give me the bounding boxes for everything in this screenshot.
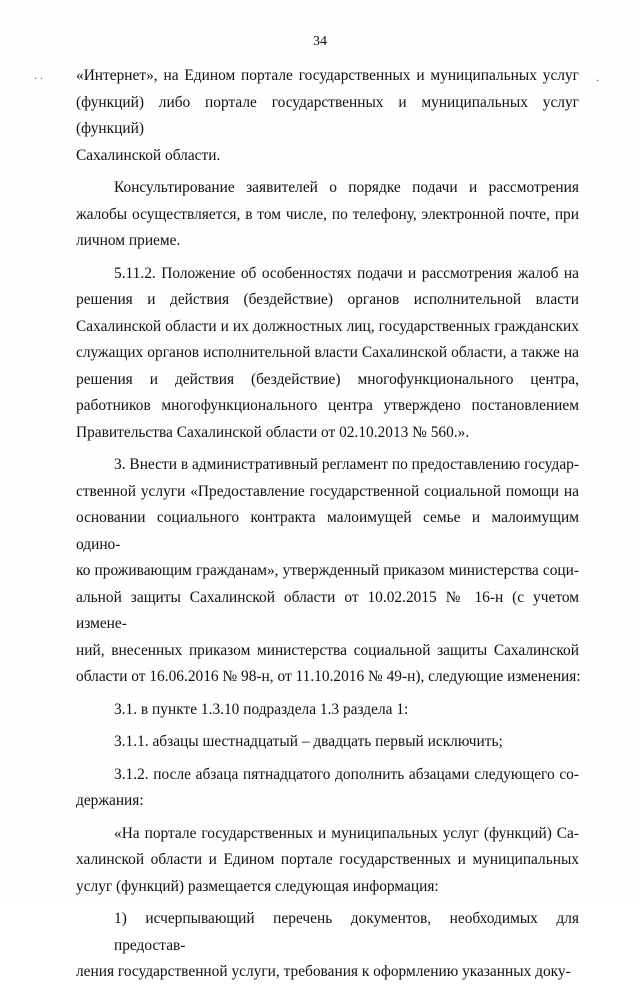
paragraph <box>76 452 579 691</box>
text-line: Сахалинской области. <box>76 146 221 164</box>
text-line: решения и действия (бездействие) органов исполнительной власти <box>76 291 579 308</box>
text-line: области от 16.06.2016 № 98-н, от 11.10.2016 № 49-н), следующие изменения: <box>76 668 581 685</box>
text-line: услуг (функций) размещается следующая информация: <box>76 877 439 895</box>
text-line: «На портале государственных и муниципальных услуг (функций) Са- <box>114 824 579 842</box>
scan-speck: . . <box>34 68 43 82</box>
document-body <box>76 63 579 986</box>
text-line: 3. Внести в административный регламент по предоставлению государ- <box>114 456 579 473</box>
text-line: 3.1.2. после абзаца пятнадцатого дополнить абзацами следующего со- <box>114 765 579 783</box>
paragraph <box>76 697 579 724</box>
text-line: работников многофункционального центра утверждено постановлением <box>76 397 579 414</box>
text-line: 5.11.2. Положение об особенностях подачи и рассмотрения жалоб на <box>114 264 579 282</box>
paragraph <box>76 175 579 255</box>
text-line: ний, внесенных приказом министерства социальной защиты Сахалинской <box>76 641 579 659</box>
text-line: Сахалинской области и их должностных лиц, государственных гражданских <box>76 317 579 335</box>
text-line: альной защиты Сахалинской области от 10.02.2015 № 16-н (с учетом измене- <box>76 588 579 632</box>
text-line: 1) исчерпывающий перечень документов, необходимых для предостав- <box>114 910 579 954</box>
text-line: Консультирование заявителей о порядке подачи и рассмотрения <box>114 179 579 196</box>
paragraph <box>76 261 579 447</box>
text-line: Правительства Сахалинской области от 02.10.2013 № 560.». <box>76 423 470 441</box>
paragraph <box>76 63 579 169</box>
paragraph <box>76 762 579 815</box>
text-line: 3.1. в пункте 1.3.10 подраздела 1.3 раздела 1: <box>114 700 409 718</box>
text-line: халинской области и Едином портале государственных и муниципальных <box>76 851 579 868</box>
text-line: 3.1.1. абзацы шестнадцатый – двадцать первый исключить; <box>114 733 503 750</box>
paragraph <box>76 906 579 986</box>
page-number: 34 <box>313 34 327 49</box>
text-line: жалобы осуществляется, в том числе, по телефону, электронной почте, при <box>76 205 579 223</box>
text-line: основании социального контракта малоимущей семье и малоимущим одино- <box>76 509 579 553</box>
text-line: служащих органов исполнительной власти Сахалинской области, а также на <box>76 344 579 361</box>
text-line: решения и действия (бездействие) многофункционального центра, <box>76 370 579 388</box>
text-line: ственной услуги «Предоставление государственной социальной помощи на <box>76 482 579 500</box>
text-line: личном приеме. <box>76 232 181 249</box>
paragraph <box>76 729 579 756</box>
text-line: (функций) либо портале государственных и муниципальных услуг (функций) <box>76 93 579 137</box>
text-line: ко проживающим гражданам», утвержденный приказом министерства соци- <box>76 562 579 579</box>
text-line: ления государственной услуги, требования к оформлению указанных доку- <box>76 963 571 980</box>
paragraph <box>76 821 579 901</box>
text-line: «Интернет», на Едином портале государственных и муниципальных услуг <box>76 67 579 84</box>
text-line: держания: <box>76 792 144 809</box>
scan-speck: . <box>596 70 599 84</box>
